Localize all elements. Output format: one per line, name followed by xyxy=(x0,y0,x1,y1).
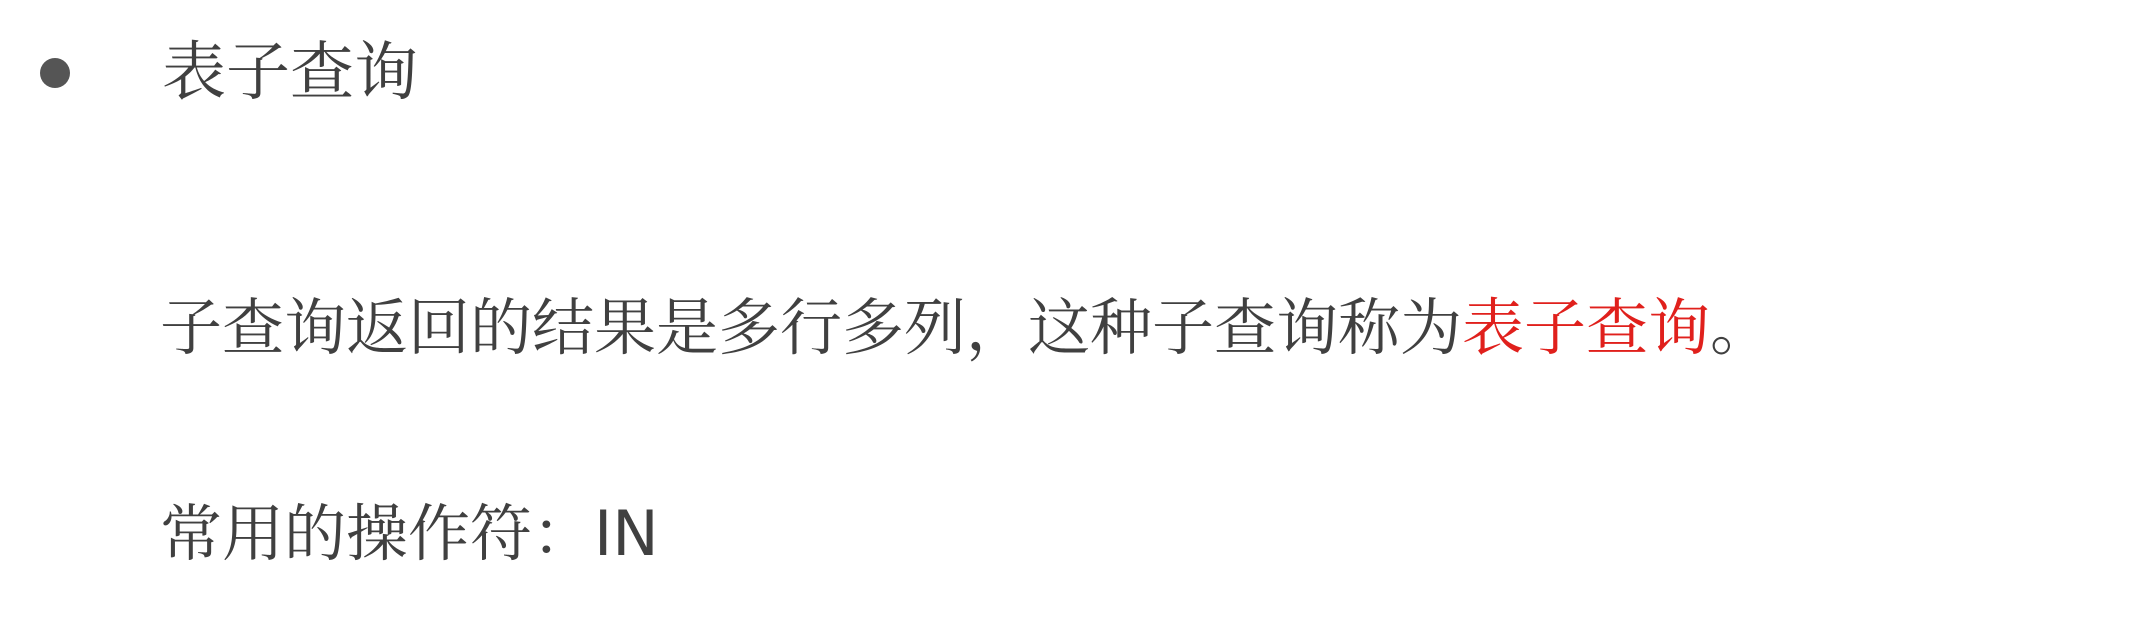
section-heading xyxy=(40,28,418,118)
bullet-dot-icon xyxy=(40,58,70,88)
operators-label: 常用的操作符： xyxy=(160,497,595,570)
operators-paragraph xyxy=(160,494,659,574)
operators-value: IN xyxy=(594,497,659,570)
section-title: 表子查询 xyxy=(162,36,418,110)
definition-period: 。 xyxy=(1710,291,1773,364)
definition-paragraph xyxy=(160,288,1772,368)
definition-text: 子查询返回的结果是多行多列，这种子查询称为 xyxy=(160,291,1463,364)
highlighted-term: 表子查询 xyxy=(1462,291,1711,364)
